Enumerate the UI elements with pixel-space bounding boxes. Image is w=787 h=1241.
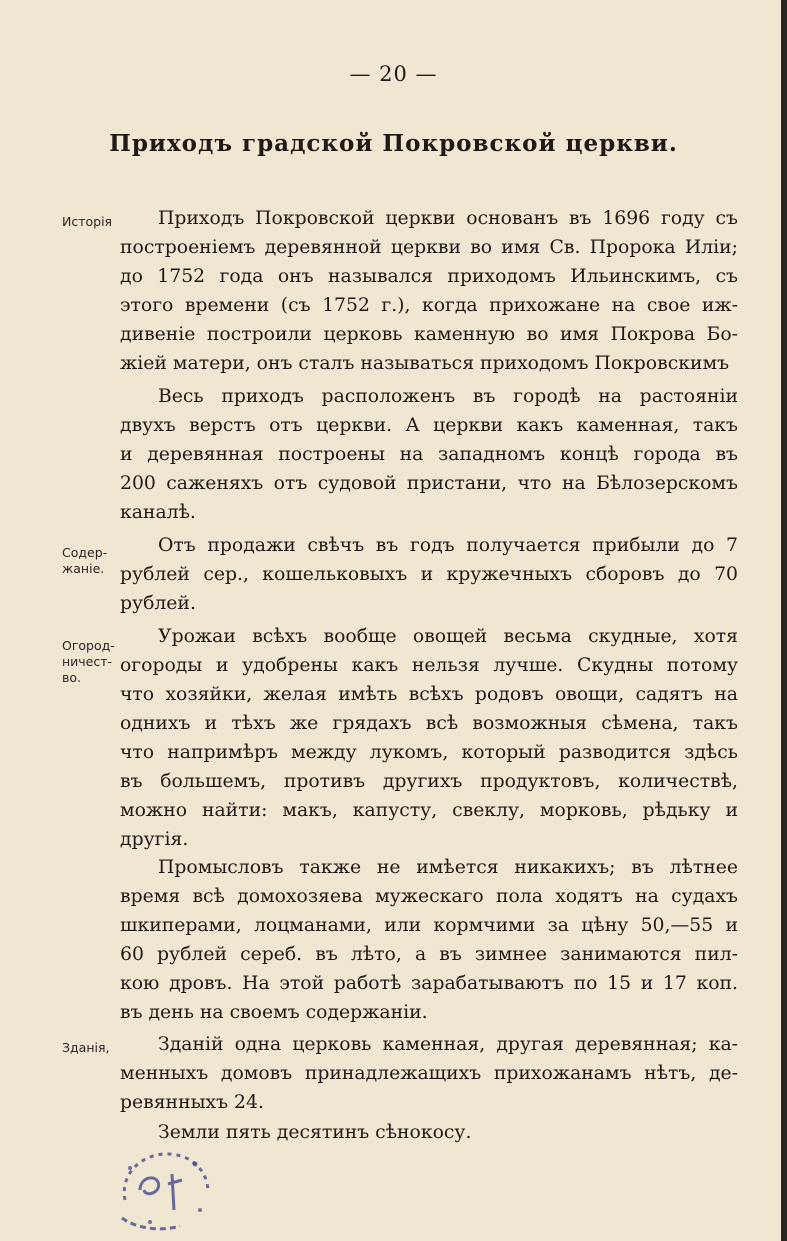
paragraph-gardening	[120, 622, 738, 854]
text-line: построеніемъ деревянной церкви во имя Св. Пророка Иліи;	[120, 237, 738, 258]
text-line: Промысловъ также не имѣется никакихъ; въ лѣтнее	[158, 857, 738, 878]
paragraph-buildings	[120, 1030, 738, 1117]
page-number: — 20 —	[349, 62, 438, 86]
text-line: Приходъ Покровской церкви основанъ въ 1696 году съ	[158, 208, 738, 229]
margin-note-line: Содер-	[62, 545, 108, 560]
text-line: рублей сер., кошельковыхъ и кружечныхъ сборовъ до 70	[120, 564, 738, 585]
text-line: другія.	[120, 829, 189, 850]
text-line: жіей матери, онъ сталъ называться приходомъ Покровскимъ	[120, 353, 730, 374]
margin-note-line: во.	[62, 670, 81, 685]
text-line: Урожаи всѣхъ вообще овощей весьма скудные, хотя	[158, 626, 738, 647]
text-line: въ большемъ, противъ другихъ продуктовъ, количествѣ,	[120, 771, 738, 792]
text-line: время всѣ домохозяева мужескаго пола ходятъ на судахъ	[120, 886, 738, 907]
margin-note-gardening	[62, 638, 115, 686]
library-stamp-icon	[110, 1140, 220, 1235]
text-line: можно найти: макъ, капусту, свеклу, морковь, рѣдьку и	[120, 800, 738, 821]
text-line: Весь приходъ расположенъ въ городѣ на растояніи	[158, 386, 738, 407]
margin-note-content	[62, 545, 107, 577]
text-line: двухъ верстъ отъ церкви. А церкви какъ каменная, такъ	[120, 415, 738, 436]
text-line: и деревянная построены на западномъ концѣ города въ	[120, 444, 738, 465]
text-line: Земли пять десятинъ сѣнокосу.	[158, 1122, 472, 1143]
text-line: 200 саженяхъ отъ судовой пристани, что на Бѣлозерскомъ	[120, 473, 738, 494]
text-line: Отъ продажи свѣчъ въ годъ получается прибыли до 7	[158, 535, 738, 556]
text-line: ревянныхъ 24.	[120, 1092, 264, 1113]
text-line: каналѣ.	[120, 502, 196, 523]
text-line: въ день на своемъ содержаніи.	[120, 1002, 428, 1023]
margin-note-line: жаніе.	[62, 561, 105, 576]
text-line: этого времени (съ 1752 г.), когда прихожане на свое иж-	[120, 295, 738, 316]
text-line: Зданій одна церковь каменная, другая деревянная; ка-	[158, 1034, 738, 1055]
text-line: огороды и удобрены какъ нельзя лучше. Скудны потому	[120, 655, 738, 676]
text-line: 60 рублей сереб. въ лѣто, а въ зимнее занимаются пил-	[120, 944, 738, 965]
margin-note-buildings: Зданія,	[62, 1040, 110, 1055]
text-line: что хозяйки, желая имѣть всѣхъ родовъ овощи, садятъ на	[120, 684, 738, 705]
paragraph-history	[120, 204, 738, 378]
text-line: дивеніе построили церковь каменную во имя Покрова Бо-	[120, 324, 738, 345]
margin-note-history: Исторія	[62, 214, 113, 229]
margin-note-line: ничест-	[62, 654, 113, 669]
text-line: что напримѣръ между лукомъ, который разводится здѣсь	[120, 742, 738, 763]
text-line: до 1752 года онъ назывался приходомъ Ильинскимъ, съ	[120, 266, 738, 287]
text-line: кою дровъ. На этой работѣ зарабатываютъ по 15 и 17 коп.	[120, 973, 738, 994]
text-line: однихъ и тѣхъ же грядахъ всѣ возможныя сѣмена, такъ	[120, 713, 738, 734]
text-line: менныхъ домовъ принадлежащихъ прихожанамъ нѣтъ, де-	[120, 1063, 738, 1084]
page-title: Приходъ градской Покровской церкви.	[109, 130, 678, 157]
paragraph-location	[120, 382, 738, 527]
text-line: шкиперами, лоцманами, или кормчими за цѣну 50,—55 и	[120, 915, 738, 936]
paragraph-content	[120, 531, 738, 618]
text-line: рублей.	[120, 593, 196, 614]
paragraph-trades	[120, 853, 738, 1027]
margin-note-line: Огород-	[62, 638, 115, 653]
